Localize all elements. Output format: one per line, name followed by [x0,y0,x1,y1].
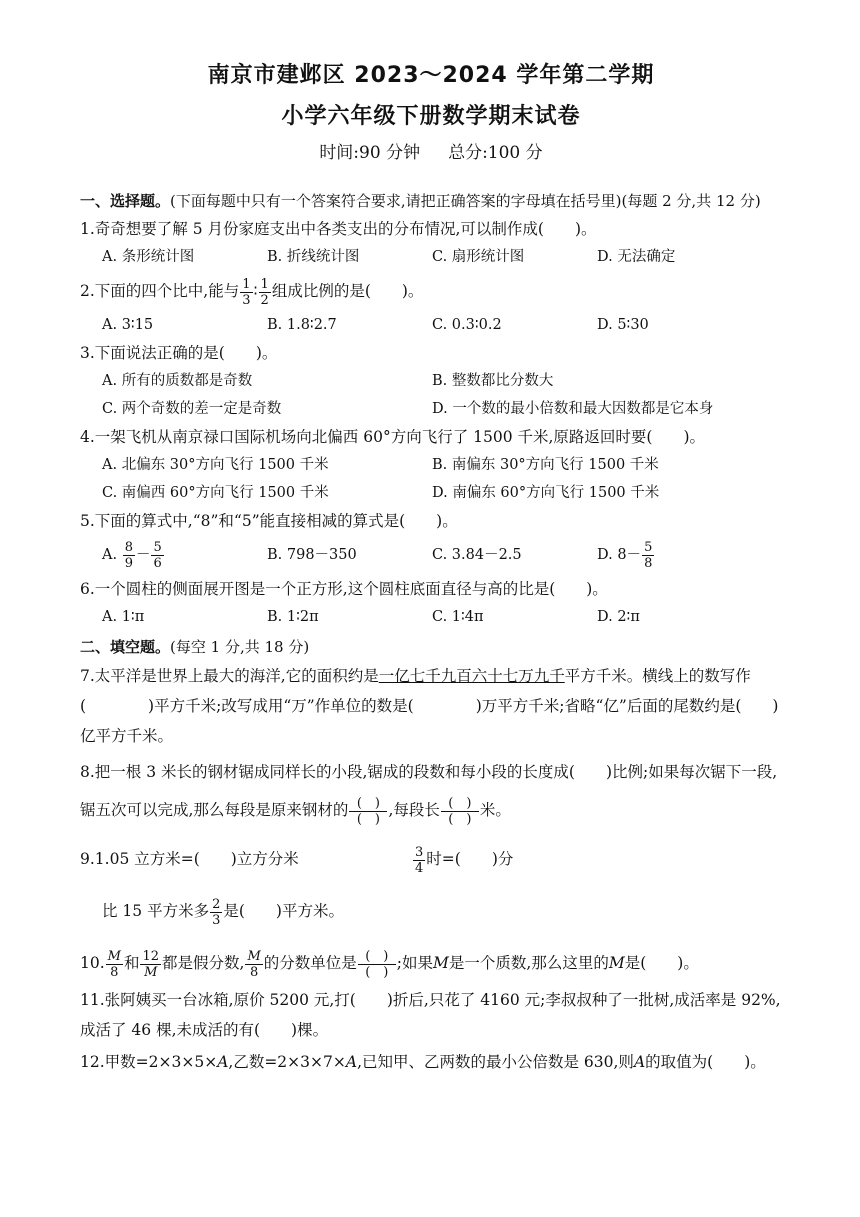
frac-num-blank: ( ) [349,796,387,812]
option-b: B. 南偏东 30°方向飞行 1500 千米 [432,457,659,473]
q9-part-b [412,837,513,881]
ratio-colon: ∶ [253,282,258,300]
section2-title: 二、填空题。 [80,638,171,656]
option-d: D. 5∶30 [597,317,649,333]
question-8 [80,753,782,829]
option-d [597,535,762,575]
option-a [102,535,267,575]
question-2-options [80,311,782,339]
fraction-three-quarters [413,845,425,876]
question-9-row1 [80,837,782,881]
option-b: B. 折线统计图 [267,249,360,265]
question-12 [80,1047,782,1077]
frac-den: 8 [644,555,653,571]
option-b: B. 1∶2π [267,609,319,625]
q10-text3: ;如果 [396,954,434,972]
minus-sign: － [135,547,151,563]
option-d: D. 无法确定 [597,249,676,265]
option-b: B. 1.8∶2.7 [267,317,337,333]
frac-den-blank: ( ) [448,811,472,827]
section2-instructions: (每空 1 分,共 18 分) [170,638,310,656]
q12-text3: ,已知甲、乙两数的最小公倍数是 630,则 [357,1053,634,1071]
frac-num: 3 [415,844,424,860]
frac-den: 6 [153,555,162,571]
q2-stem-b: 组成比例的是( )。 [271,282,424,300]
question-7 [80,661,782,751]
question-5-options [80,535,782,575]
option-c: C. 扇形统计图 [432,249,525,265]
frac-num: 1 [242,276,251,292]
question-6: 6.一个圆柱的侧面展开图是一个正方形,这个圆柱底面直径与高的比是( )。 [80,580,608,598]
frac-num: 12 [142,948,160,964]
option-d: D. 南偏东 60°方向飞行 1500 千米 [432,485,660,501]
exam-time: 时间:90 分钟 [319,143,421,163]
q12-text1: 12.甲数=2×3×5× [80,1053,218,1071]
frac-num: 1 [260,276,269,292]
q9-part-a: 9.1.05 立方米=( )立方分米 [80,850,299,868]
frac-den: 3 [242,292,251,308]
opt-label: A. [102,547,118,563]
frac-den: 8 [249,964,259,980]
option-a: A. 1∶π [102,609,145,625]
option-c: C. 南偏西 60°方向飞行 1500 千米 [102,485,329,501]
question-3-options-row1 [80,367,782,395]
q8-part1: 8.把一根 3 米长的钢材锯成同样长的小段,锯成的段数和每小段的长度成( )比例;如果每次锯下一段,锯五次可以完成,那么每段是原来钢材的 [80,763,778,819]
option-d: D. 2∶π [597,609,640,625]
exam-title-line2: 小学六年级下册数学期末试卷 [281,104,581,129]
q10-text2: 的分数单位是 [263,954,357,972]
question-4-options-row1 [80,451,782,479]
var-m: M [608,954,625,972]
question-10 [80,941,782,985]
option-a: A. 3∶15 [102,317,154,333]
fraction [123,540,135,571]
frac-num: 5 [644,539,653,555]
option-d: D. 一个数的最小倍数和最大因数都是它本身 [432,401,714,417]
option-c: C. 1∶4π [432,609,484,625]
q7-underlined-number: 一亿七千九百六十七万九千 [378,667,565,685]
var-a: A [217,1053,229,1071]
var-a: A [345,1053,358,1071]
option-b: B. 整数都比分数大 [432,373,554,389]
question-1: 1.奇奇想要了解 5 月份家庭支出中各类支出的分布情况,可以制作成( )。 [80,220,597,238]
frac-num: 2 [212,896,221,912]
exam-meta [80,139,782,167]
question-9-row2 [80,889,782,933]
fraction-blank [358,949,396,980]
exam-title-line1: 南京市建邺区 2023～2024 学年第二学期 [207,63,655,88]
frac-num: M [247,948,261,964]
q9-part-c1: 比 15 平方米多 [102,902,210,920]
option-a: A. 条形统计图 [102,249,195,265]
question-11: 11.张阿姨买一台冰箱,原价 5200 元,打( )折后,只花了 4160 元;李叔叔种了一批树,成活率是 92%,成活了 46 棵,未成活的有( )棵。 [80,991,781,1039]
fraction-m-over-8 [245,949,262,980]
question-6-options [80,603,782,631]
q10-text4: 是一个质数,那么这里的 [448,954,609,972]
fraction [642,540,654,571]
var-m: M [433,954,449,972]
fraction-blank [349,796,387,827]
option-a: A. 所有的质数都是奇数 [102,373,253,389]
frac-den: M [144,964,158,980]
fraction-m-over-8 [106,949,123,980]
fraction-one-half [259,277,271,308]
q8-part3: 米。 [479,801,511,819]
opt-label: D. 8－ [597,547,642,563]
question-3-options-row2 [80,395,782,423]
var-a: A [633,1053,646,1071]
frac-den: 3 [212,912,221,928]
fraction-one-third [240,277,252,308]
option-c: C. 3.84－2.5 [432,547,522,563]
question-2 [80,271,782,311]
frac-den: 8 [110,964,119,980]
frac-num-blank: ( ) [441,796,479,812]
section2-heading [80,633,782,661]
option-a: A. 北偏东 30°方向飞行 1500 千米 [102,457,329,473]
frac-den: 4 [415,860,424,876]
q7-part1: 7.太平洋是世界上最大的海洋,它的面积约是 [80,667,379,685]
frac-den: 2 [260,292,269,308]
section1-title: 一、选择题。 [80,192,171,210]
q10-text1: 都是假分数, [162,954,245,972]
q7-part2: 平方千米。横线上的数写作( )平方千米;改写成用“万”作单位的数是( )万平方千米;省略“亿”后面的尾数约是( )亿平方千米。 [80,667,779,745]
q12-text2: ,乙数=2×3×7× [228,1053,346,1071]
question-4-options-row2 [80,479,782,507]
q10-text5: 是( )。 [624,954,699,972]
question-5: 5.下面的算式中,“8”和“5”能直接相减的算式是( )。 [80,512,458,530]
frac-den: 9 [124,555,133,571]
q9-part-b-text: 时=( )分 [426,850,514,868]
q10-label: 10. [80,954,105,972]
q10-and: 和 [123,954,140,972]
q2-stem-a: 2.下面的四个比中,能与 [80,282,240,300]
frac-num-blank: ( ) [358,949,396,965]
section1-instructions: (下面每题中只有一个答案符合要求,请把正确答案的字母填在括号里)(每题 2 分,共 12 分) [170,192,761,210]
option-c: C. 0.3∶0.2 [432,317,502,333]
frac-den-blank: ( ) [356,811,381,827]
q9-part-c2: 是( )平方米。 [223,902,344,920]
frac-num: 8 [124,539,133,555]
frac-num: 5 [153,539,162,555]
fraction-12-over-m [140,949,161,980]
option-c: C. 两个奇数的差一定是奇数 [102,401,282,417]
question-3: 3.下面说法正确的是( )。 [80,344,278,362]
frac-den-blank: ( ) [365,964,389,980]
option-b: B. 798－350 [267,547,357,563]
frac-num: M [107,948,121,964]
question-1-options [80,243,782,271]
question-4: 4.一架飞机从南京禄口国际机场向北偏西 60°方向飞行了 1500 千米,原路返回时要( )。 [80,428,706,446]
q8-part2: ,每段长 [388,801,440,819]
fraction-two-thirds [210,897,222,928]
exam-score: 总分:100 分 [448,143,543,163]
fraction-blank [441,796,479,827]
section1-heading [80,187,782,215]
q12-text4: 的取值为( )。 [645,1053,766,1071]
fraction [151,540,163,571]
